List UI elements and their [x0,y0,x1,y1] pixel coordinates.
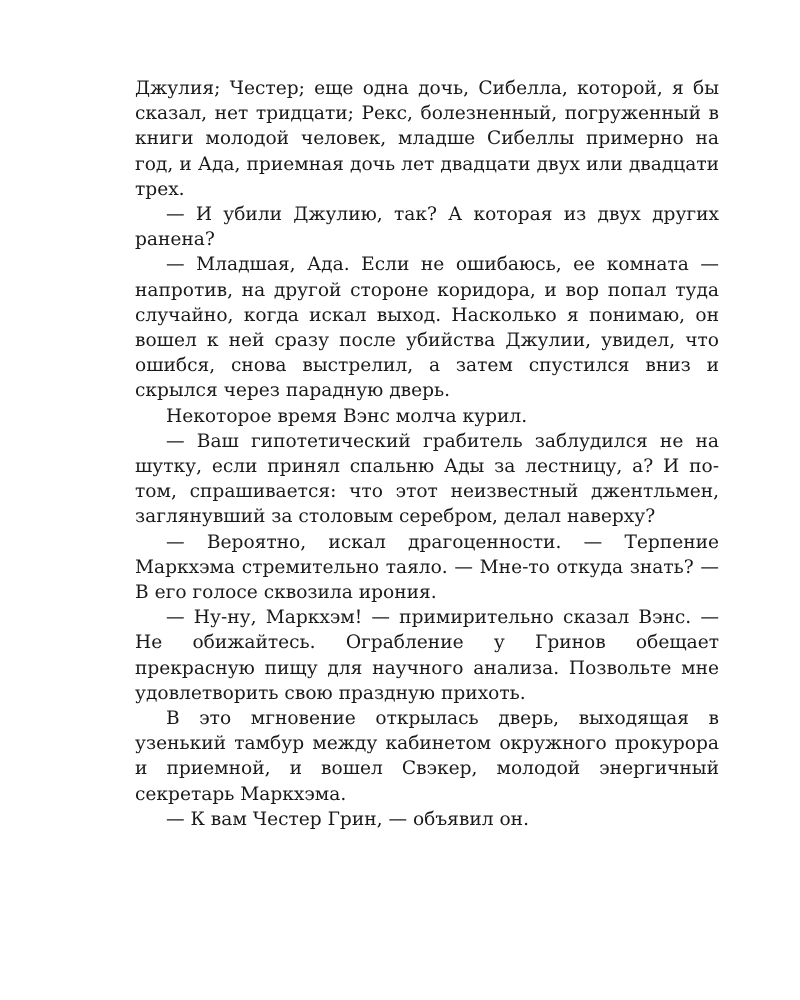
paragraph-narration: Некоторое время Вэнс молча курил. [166,405,528,427]
paragraph-dialogue: — Младшая, Ада. Если не ошибаюсь, ее комната — напротив, на другой стороне коридора, и вор попал туда случайно, когда искал выход. Насколько я понимаю, он вошел к ней сразу после убийства Джулии, увидел, что ошибся, снова выстрелил, а затем спустился вниз и скрылся через парадную дверь. [135,254,719,402]
paragraph-dialogue: — Вероятно, искал драгоценности. — Терпение Маркхэма стремительно таяло. — Мне-то откуда знать? — В его голосе сквозила ирония. [135,531,719,604]
paragraph-dialogue: — Ваш гипотетический грабитель заблудился не на шутку, если принял спальню Ады за лестницу, а? И потом, спрашивается: что этот неизвестный джентльмен, заглянувший за столовым серебром, делал наверху? [135,430,719,528]
paragraph-dialogue: — К вам Честер Грин, — объявил он. [166,808,529,830]
paragraph-narration: В это мгновение открылась дверь, выходящая в узенький тамбур между кабинетом окружного прокурора и приемной, и вошел Свэкер, молодой энергичный секретарь Маркхэма. [135,708,719,805]
paragraph-dialogue: — И убили Джулию, так? А которая из двух других ранена? [135,204,719,251]
paragraph-continuation: Джулия; Честер; еще одна дочь, Сибелла, которой, я бы сказал, нет тридцати; Рекс, болезненный, погруженный в книги молодой человек, младше Сибеллы примерно на год, и Ада, приемная дочь лет двадцати двух или двадцати трех. [135,78,719,200]
paragraph-dialogue: — Ну-ну, Маркхэм! — примирительно сказал Вэнс. — Не обижайтесь. Ограбление у Гринов обещает прекрасную пищу для научного анализа. Позвольте мне удовлетворить свою праздную прихоть. [135,607,719,704]
body-text [135,76,719,832]
